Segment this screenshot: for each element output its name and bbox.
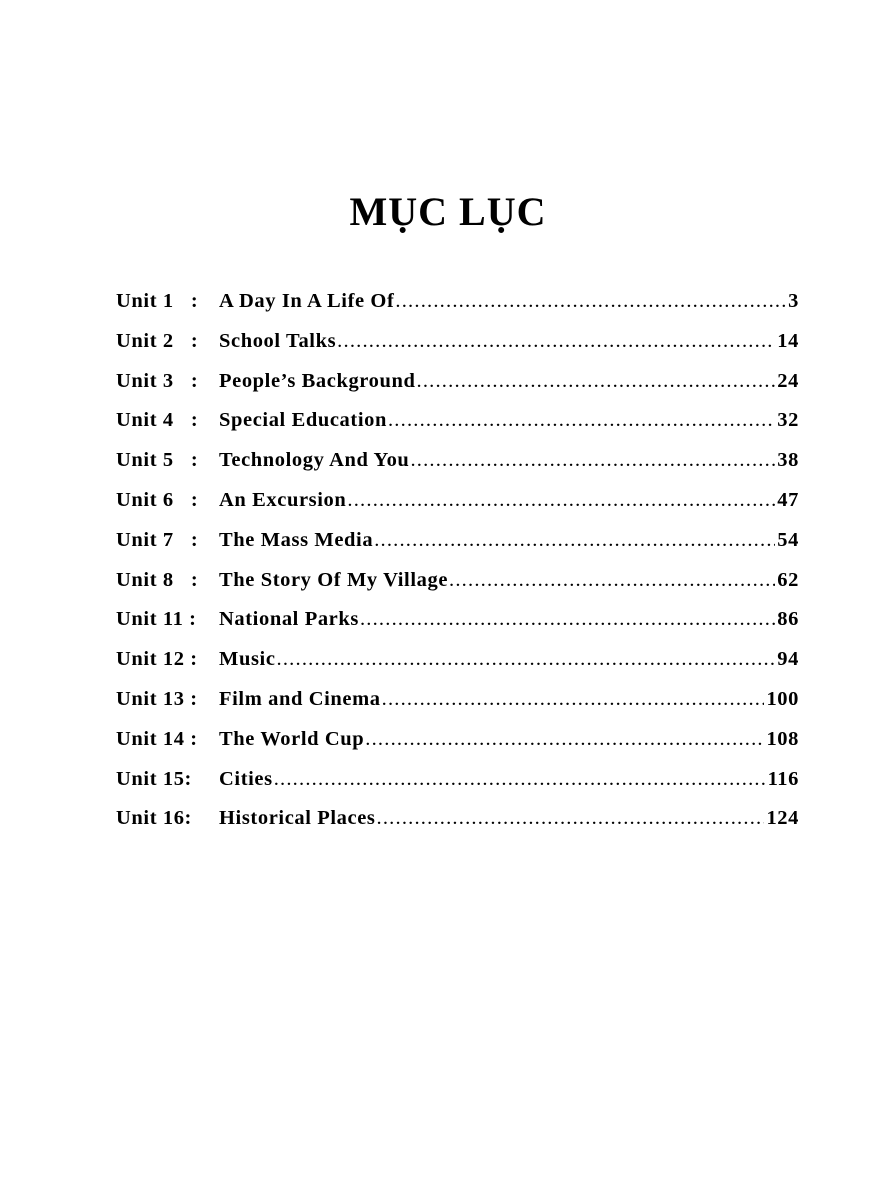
dot-leader <box>337 330 775 353</box>
dot-leader <box>365 728 764 751</box>
toc-entry[interactable] <box>116 807 799 847</box>
toc-unit-label: Unit 14 : <box>116 727 198 750</box>
toc-entry[interactable] <box>116 449 799 489</box>
toc-page-number: 54 <box>777 528 799 551</box>
toc-entry[interactable] <box>116 370 799 410</box>
toc-unit-label: Unit 1 : <box>116 290 199 312</box>
toc-page-number: 14 <box>777 329 799 352</box>
dot-leader <box>377 807 765 830</box>
toc-entry-title: People’s Background <box>219 369 416 392</box>
toc-unit-label: Unit 16: <box>116 807 192 830</box>
toc-unit-label: Unit 6 : <box>116 488 199 511</box>
toc-page-number: 86 <box>777 608 799 631</box>
toc-page-number: 108 <box>766 727 799 750</box>
toc-unit-label: Unit 12 : <box>116 648 198 671</box>
toc-entry-title: Music <box>219 648 276 671</box>
dot-leader <box>388 409 775 432</box>
toc-entry-title: Cities <box>219 767 273 790</box>
toc-page-number: 100 <box>766 687 799 710</box>
dot-leader <box>449 569 775 592</box>
toc-entry[interactable] <box>116 290 799 330</box>
toc-page-number: 62 <box>777 568 799 591</box>
toc-entry[interactable] <box>116 529 799 569</box>
toc-page-number: 124 <box>766 807 799 830</box>
toc-page-number: 38 <box>777 449 799 472</box>
toc-unit-label: Unit 15: <box>116 767 192 790</box>
toc-page-number: 32 <box>777 409 799 432</box>
toc-unit-label: Unit 7 : <box>116 528 199 551</box>
dot-leader <box>382 688 765 711</box>
toc-entry[interactable] <box>116 489 799 529</box>
dot-leader <box>360 608 775 631</box>
toc-entry[interactable] <box>116 409 799 449</box>
dot-leader <box>417 370 776 393</box>
toc-page-number: 24 <box>777 369 799 392</box>
toc-entry[interactable] <box>116 648 799 688</box>
dot-leader <box>277 648 776 671</box>
table-of-contents <box>116 290 799 847</box>
dot-leader <box>274 768 766 791</box>
toc-entry-title: The World Cup <box>219 727 365 750</box>
toc-unit-label: Unit 3 : <box>116 369 199 392</box>
page-title: MỤC LỤC <box>349 189 547 234</box>
toc-entry-title: Film and Cinema <box>219 687 381 710</box>
toc-entry[interactable] <box>116 688 799 728</box>
toc-entry-title: The Story Of My Village <box>219 568 449 591</box>
dot-leader <box>395 290 786 313</box>
dot-leader <box>410 449 775 472</box>
toc-page-number: 94 <box>777 648 799 671</box>
toc-entry-title: A Day In A Life Of <box>219 290 395 312</box>
toc-entry-title: An Excursion <box>219 488 347 511</box>
toc-page-number: 3 <box>788 290 799 312</box>
toc-unit-label: Unit 8 : <box>116 568 199 591</box>
toc-entry[interactable] <box>116 608 799 648</box>
toc-unit-label: Unit 2 : <box>116 329 199 352</box>
toc-entry[interactable] <box>116 728 799 768</box>
toc-unit-label: Unit 13 : <box>116 687 198 710</box>
dot-leader <box>347 489 775 512</box>
toc-entry-title: National Parks <box>219 608 359 631</box>
toc-entry[interactable] <box>116 569 799 609</box>
toc-entry-title: School Talks <box>219 329 337 352</box>
toc-unit-label: Unit 5 : <box>116 449 199 472</box>
toc-page-number: 47 <box>777 488 799 511</box>
dot-leader <box>374 529 775 552</box>
toc-entry-title: Special Education <box>219 409 387 432</box>
toc-unit-label: Unit 4 : <box>116 409 199 432</box>
toc-entry-title: Historical Places <box>219 807 376 830</box>
toc-entry-title: Technology And You <box>219 449 410 472</box>
toc-unit-label: Unit 11 : <box>116 608 197 631</box>
toc-entry-title: The Mass Media <box>219 528 374 551</box>
toc-entry[interactable] <box>116 330 799 370</box>
toc-entry[interactable] <box>116 768 799 808</box>
toc-page-number: 116 <box>767 767 799 790</box>
